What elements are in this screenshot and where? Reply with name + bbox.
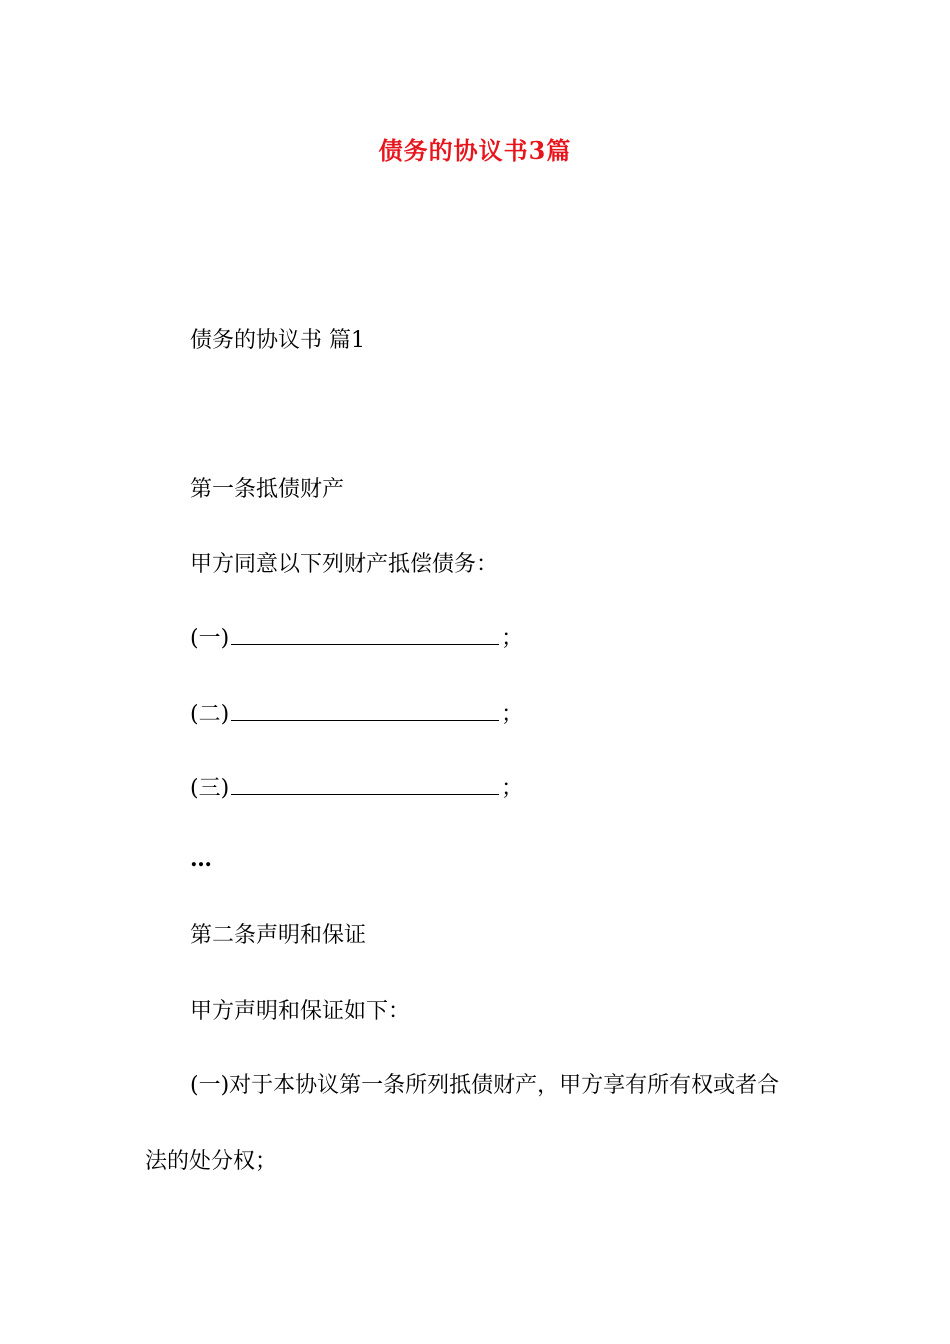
article-1-intro: 甲方同意以下列财产抵偿债务： xyxy=(190,552,499,577)
article-2-intro: 甲方声明和保证如下： xyxy=(190,999,411,1024)
clause-1-line-2: 法的处分权； xyxy=(145,1149,278,1174)
document-title: 债务的协议书3篇 xyxy=(378,136,572,165)
asset-item-end: ； xyxy=(501,776,524,801)
asset-item-label: (一) xyxy=(190,626,230,651)
asset-item-end: ； xyxy=(501,702,524,727)
asset-item-2 xyxy=(190,698,523,731)
asset-item-label: (三) xyxy=(190,776,230,801)
asset-item-label: (二) xyxy=(190,702,230,727)
article-2-heading: 第二条声明和保证 xyxy=(190,923,367,948)
fill-in-blank[interactable] xyxy=(231,698,499,721)
ellipsis: … xyxy=(190,846,212,872)
asset-item-3 xyxy=(190,772,523,805)
asset-item-1 xyxy=(190,622,523,655)
section-heading: 债务的协议书 篇1 xyxy=(190,328,365,353)
clause-1-line-1: (一)对于本协议第一条所列抵债财产，甲方享有所有权或者合 xyxy=(190,1073,780,1098)
fill-in-blank[interactable] xyxy=(231,622,499,645)
fill-in-blank[interactable] xyxy=(231,772,499,795)
article-1-heading: 第一条抵债财产 xyxy=(190,477,345,502)
asset-item-end: ； xyxy=(501,626,524,651)
